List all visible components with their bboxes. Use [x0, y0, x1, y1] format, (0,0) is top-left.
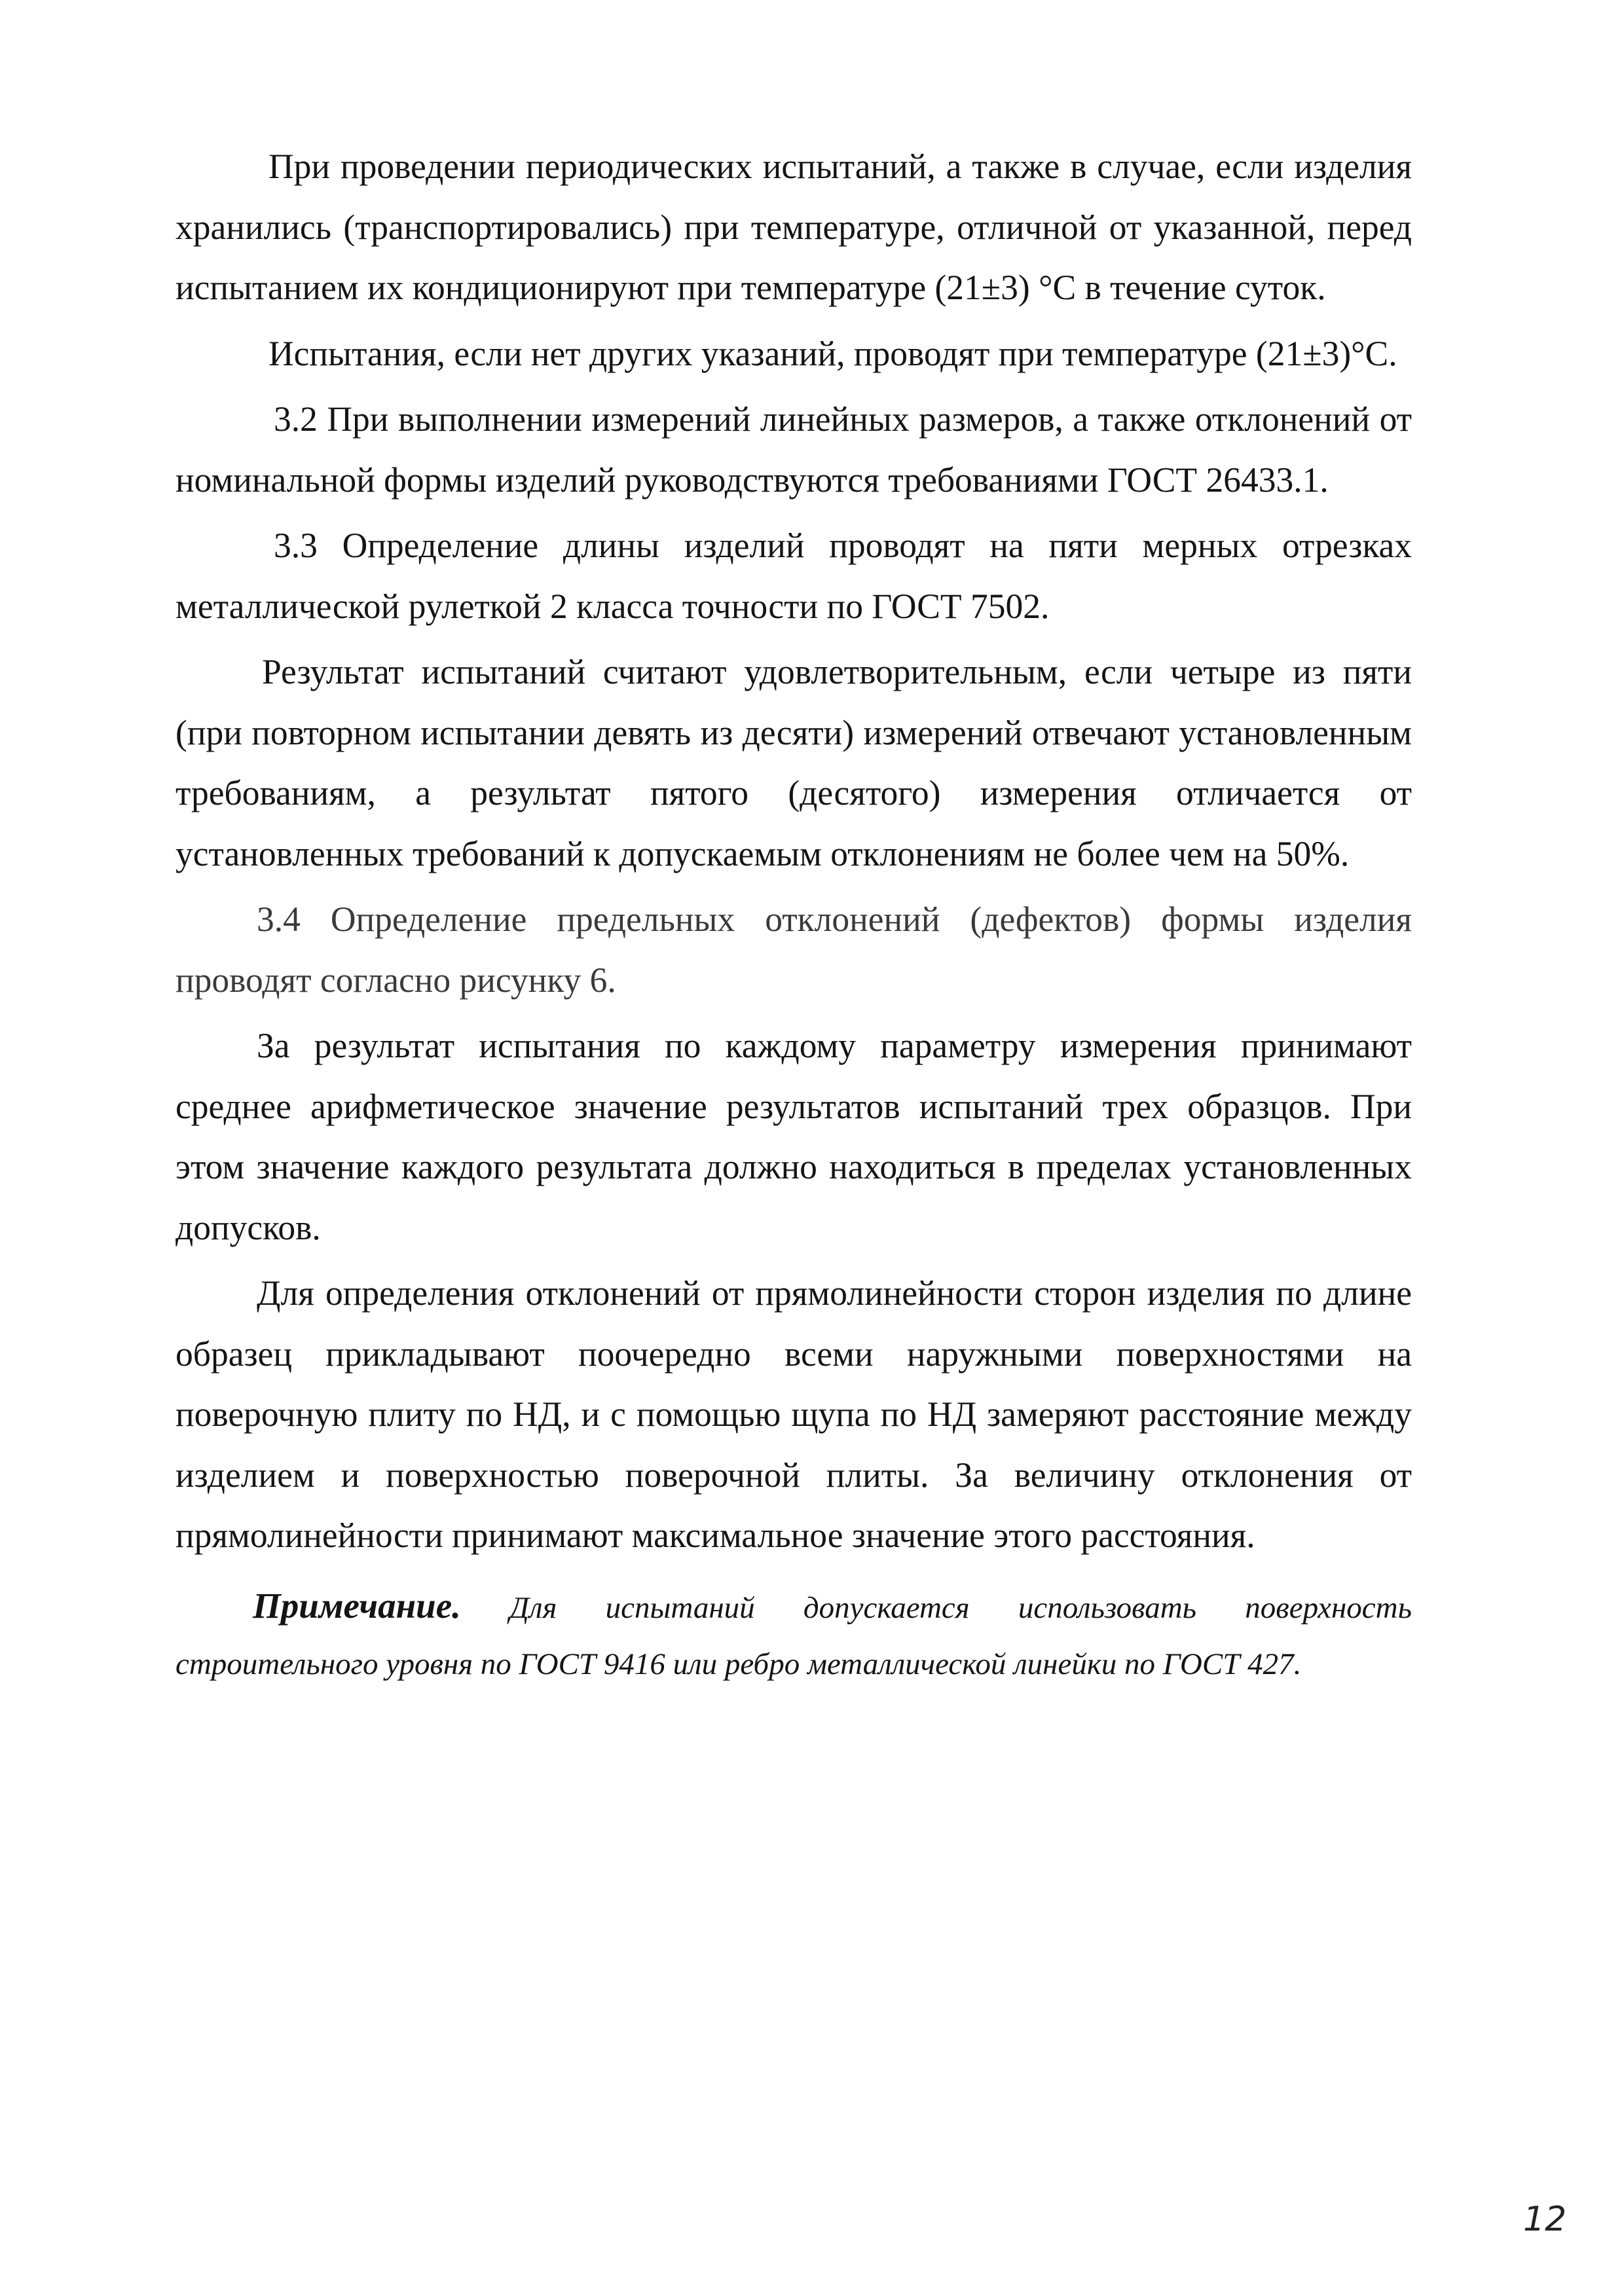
paragraph-average: За результат испытания по каждому параметру измерения принимают среднее арифметическое значение результатов испытаний трех образцов. При этом значение каждого результата должно находиться в пределах установленных допусков.	[175, 1026, 1412, 1247]
paragraph-straightness: Для определения отклонений от прямолинейности сторон изделия по длине образец прикладывают поочередно всеми наружными поверхностями на поверочную плиту по НД, и с помощью щупа по НД замеряют расстояние между изделием и поверхностью поверочной плиты. За величину отклонения от прямолинейности принимают максимальное значение этого расстояния.	[175, 1273, 1412, 1555]
paragraph-test-temperature: Испытания, если нет других указаний, проводят при температуре (21±3)°С.	[268, 333, 1397, 373]
body-text	[175, 136, 1412, 1692]
paragraph-3-4: 3.4 Определение предельных отклонений (дефектов) формы изделия проводят согласно рисунку 6.	[175, 900, 1412, 1000]
page-number: 12	[1523, 2200, 1567, 2239]
paragraph-result: Результат испытаний считают удовлетворительным, если четыре из пяти (при повторном испытании девять из десяти) измерений отвечают установленным требованиям, а результат пятого (десятого) измерения отличается от установленных требований к допускаемым отклонениям не более чем на 50%.	[175, 652, 1412, 873]
note-text: Для испытаний допускается использовать поверхность строительного уровня по ГОСТ 9416 или ребро металлической линейки по ГОСТ 427.	[175, 1590, 1412, 1681]
note-label: Примечание.	[253, 1585, 461, 1626]
paragraph-conditioning: При проведении периодических испытаний, а также в случае, если изделия хранились (транспортировались) при температуре, отличной от указанной, перед испытанием их кондиционируют при температуре (21±3) °С в течение суток.	[175, 147, 1412, 307]
note	[175, 1578, 1412, 1692]
paragraph-3-2: 3.2 При выполнении измерений линейных размеров, а также отклонений от номинальной формы изделий руководствуются требованиями ГОСТ 26433.1.	[175, 399, 1412, 500]
paragraph-3-3: 3.3 Определение длины изделий проводят на пяти мерных отрезках металлической рулеткой 2 класса точности по ГОСТ 7502.	[175, 526, 1412, 626]
